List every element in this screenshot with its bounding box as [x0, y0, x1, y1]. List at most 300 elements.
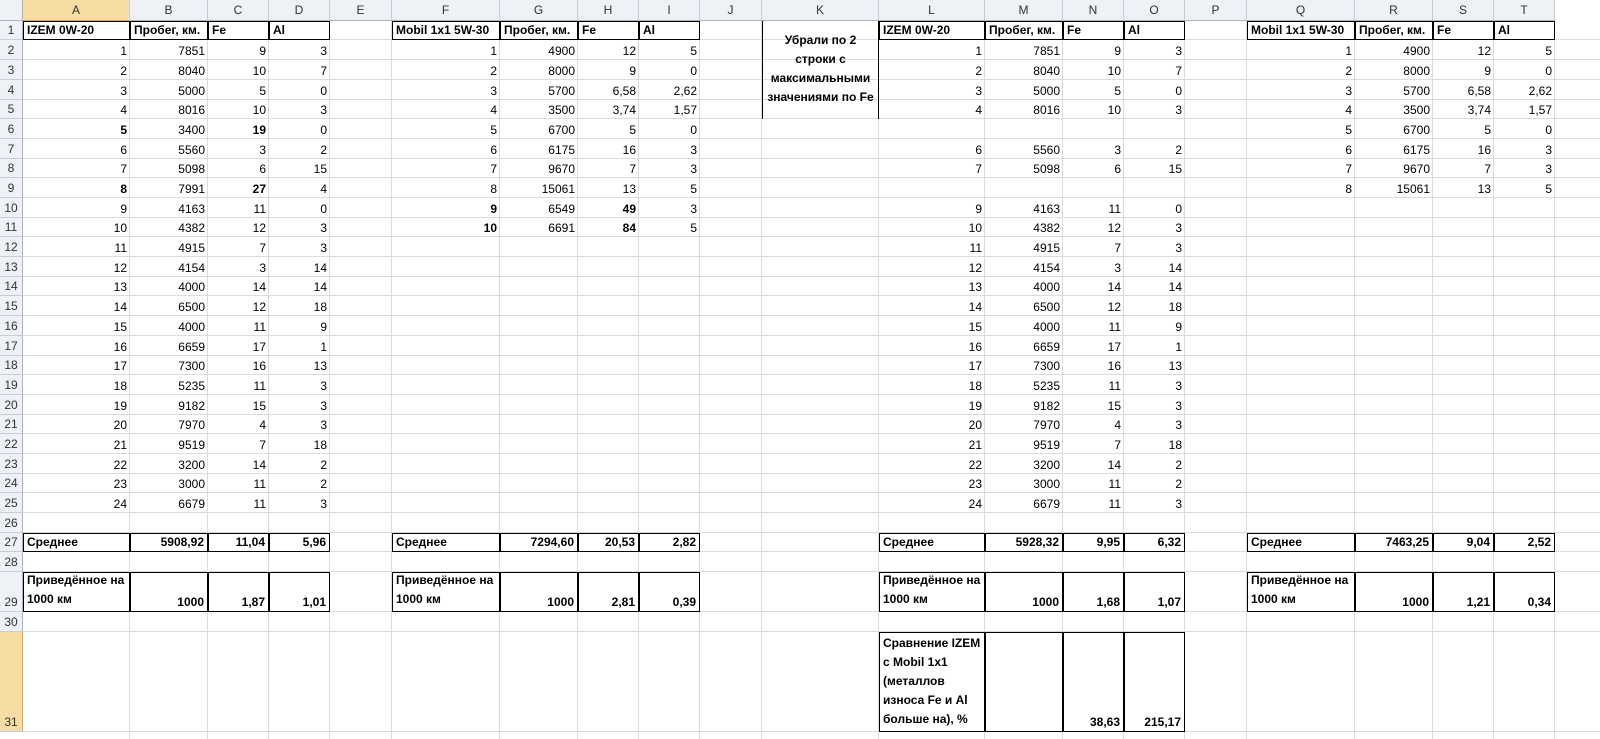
cell-o22[interactable]: 18: [1168, 438, 1182, 452]
column-header-n[interactable]: N: [1063, 0, 1124, 21]
cell-c20[interactable]: 15: [252, 399, 266, 413]
cell-r27[interactable]: 7463,25: [1355, 533, 1433, 552]
row-header-23[interactable]: 23: [0, 454, 23, 474]
cell-c25[interactable]: 11: [253, 497, 266, 511]
cell-b29[interactable]: 1000: [130, 572, 208, 612]
cell-s8[interactable]: 7: [1484, 162, 1491, 176]
column-header-s[interactable]: S: [1433, 0, 1494, 21]
cell-q1[interactable]: Mobil 1x1 5W-30: [1247, 21, 1355, 40]
cell-m16[interactable]: 4000: [1033, 320, 1060, 334]
cell-n5[interactable]: 10: [1107, 103, 1121, 117]
cell-f4[interactable]: 3: [490, 84, 497, 98]
cell-c27[interactable]: 11,04: [208, 533, 269, 552]
cell-q5[interactable]: 4: [1345, 103, 1352, 117]
cell-n7[interactable]: 3: [1114, 143, 1121, 157]
row-header-20[interactable]: 20: [0, 395, 23, 415]
cell-o29[interactable]: 1,07: [1124, 572, 1185, 612]
cell-b21[interactable]: 7970: [178, 418, 205, 432]
cell-b23[interactable]: 3200: [178, 458, 205, 472]
cell-h7[interactable]: 16: [622, 143, 636, 157]
cell-m10[interactable]: 4163: [1033, 202, 1060, 216]
cell-g2[interactable]: 4900: [548, 44, 575, 58]
cell-m19[interactable]: 5235: [1033, 379, 1060, 393]
cell-a11[interactable]: 10: [113, 221, 127, 235]
cell-c1[interactable]: Fe: [208, 21, 269, 40]
cell-d16[interactable]: 9: [320, 320, 327, 334]
cell-n12[interactable]: 7: [1114, 241, 1121, 255]
row-header-12[interactable]: 12: [0, 237, 23, 257]
cell-d3[interactable]: 7: [320, 64, 327, 78]
cell-c17[interactable]: 17: [252, 340, 266, 354]
cell-d24[interactable]: 2: [320, 477, 327, 491]
cell-a22[interactable]: 21: [113, 438, 127, 452]
cell-g4[interactable]: 5700: [548, 84, 575, 98]
cell-o16[interactable]: 9: [1175, 320, 1182, 334]
cell-c18[interactable]: 16: [252, 359, 266, 373]
cell-c9[interactable]: 27: [252, 182, 266, 196]
row-header-22[interactable]: 22: [0, 434, 23, 454]
cell-n10[interactable]: 11: [1108, 202, 1121, 216]
row-header-31[interactable]: 31: [0, 632, 23, 732]
row-header-6[interactable]: 6: [0, 119, 23, 139]
cell-l10[interactable]: 9: [975, 202, 982, 216]
cell-o1[interactable]: Al: [1124, 21, 1185, 40]
cell-l21[interactable]: 20: [968, 418, 982, 432]
column-header-c[interactable]: C: [208, 0, 269, 21]
row-header-19[interactable]: 19: [0, 375, 23, 395]
row-header-5[interactable]: 5: [0, 100, 23, 119]
column-header-o[interactable]: O: [1124, 0, 1185, 21]
cell-l4[interactable]: 3: [975, 84, 982, 98]
cell-c7[interactable]: 3: [259, 143, 266, 157]
cell-s6[interactable]: 5: [1484, 123, 1491, 137]
cell-h3[interactable]: 9: [629, 64, 636, 78]
cell-o19[interactable]: 3: [1175, 379, 1182, 393]
cell-o2[interactable]: 3: [1175, 44, 1182, 58]
cell-g11[interactable]: 6691: [548, 221, 575, 235]
row-header-21[interactable]: 21: [0, 415, 23, 434]
cell-l3[interactable]: 2: [975, 64, 982, 78]
cell-m2[interactable]: 7851: [1033, 44, 1060, 58]
cell-t29[interactable]: 0,34: [1494, 572, 1555, 612]
column-header-d[interactable]: D: [269, 0, 330, 21]
cell-b5[interactable]: 8016: [178, 103, 205, 117]
cell-l19[interactable]: 18: [968, 379, 982, 393]
cell-a19[interactable]: 18: [113, 379, 127, 393]
cell-a10[interactable]: 9: [120, 202, 127, 216]
cell-n14[interactable]: 14: [1107, 280, 1121, 294]
cell-o3[interactable]: 7: [1175, 64, 1182, 78]
cell-t2[interactable]: 5: [1545, 44, 1552, 58]
cell-c13[interactable]: 3: [259, 261, 266, 275]
cell-d2[interactable]: 3: [320, 44, 327, 58]
cell-s4[interactable]: 6,58: [1467, 84, 1491, 98]
cell-a4[interactable]: 3: [120, 84, 127, 98]
row-header-10[interactable]: 10: [0, 198, 23, 218]
cell-l2[interactable]: 1: [975, 44, 982, 58]
cell-f29[interactable]: Приведённое на 1000 км: [392, 572, 500, 612]
cell-q6[interactable]: 5: [1345, 123, 1352, 137]
cell-b4[interactable]: 5000: [178, 84, 205, 98]
cell-b1[interactable]: Пробег, км.: [130, 21, 208, 40]
cell-d4[interactable]: 0: [320, 84, 327, 98]
cell-r5[interactable]: 3500: [1403, 103, 1430, 117]
cell-c23[interactable]: 14: [252, 458, 266, 472]
row-header-29[interactable]: 29: [0, 572, 23, 612]
cell-l11[interactable]: 10: [968, 221, 982, 235]
cell-m14[interactable]: 4000: [1033, 280, 1060, 294]
cell-g7[interactable]: 6175: [548, 143, 575, 157]
cell-m4[interactable]: 5000: [1033, 84, 1060, 98]
cell-a23[interactable]: 22: [113, 458, 127, 472]
cell-f9[interactable]: 8: [490, 182, 497, 196]
cell-o25[interactable]: 3: [1175, 497, 1182, 511]
column-header-m[interactable]: M: [985, 0, 1063, 21]
cell-c2[interactable]: 9: [259, 44, 266, 58]
cell-m11[interactable]: 4382: [1033, 221, 1060, 235]
cell-n31[interactable]: 38,63: [1063, 632, 1124, 732]
cell-o15[interactable]: 18: [1168, 300, 1182, 314]
cell-d21[interactable]: 3: [320, 418, 327, 432]
cell-l12[interactable]: 11: [969, 241, 982, 255]
cell-l24[interactable]: 23: [968, 477, 982, 491]
cell-d7[interactable]: 2: [320, 143, 327, 157]
cell-a29[interactable]: Приведённое на 1000 км: [23, 572, 130, 612]
column-header-f[interactable]: F: [392, 0, 500, 21]
cell-f6[interactable]: 5: [490, 123, 497, 137]
cell-o11[interactable]: 3: [1175, 221, 1182, 235]
cell-m15[interactable]: 6500: [1033, 300, 1060, 314]
cell-h10[interactable]: 49: [622, 202, 636, 216]
cell-n20[interactable]: 15: [1107, 399, 1121, 413]
cell-i11[interactable]: 5: [690, 221, 697, 235]
cell-m21[interactable]: 7970: [1033, 418, 1060, 432]
cell-h4[interactable]: 6,58: [612, 84, 636, 98]
cell-c5[interactable]: 10: [252, 103, 266, 117]
cell-o23[interactable]: 2: [1175, 458, 1182, 472]
cell-t27[interactable]: 2,52: [1494, 533, 1555, 552]
cell-m3[interactable]: 8040: [1033, 64, 1060, 78]
cell-r4[interactable]: 5700: [1403, 84, 1430, 98]
column-header-t[interactable]: T: [1494, 0, 1555, 21]
cell-d17[interactable]: 1: [320, 340, 327, 354]
row-header-1[interactable]: 1: [0, 21, 23, 40]
cell-n21[interactable]: 4: [1114, 418, 1121, 432]
cell-q7[interactable]: 6: [1345, 143, 1352, 157]
row-header-9[interactable]: 9: [0, 178, 23, 198]
row-header-15[interactable]: 15: [0, 296, 23, 316]
cell-s27[interactable]: 9,04: [1433, 533, 1494, 552]
cell-a1[interactable]: IZEM 0W-20: [23, 21, 130, 40]
cell-m17[interactable]: 6659: [1033, 340, 1060, 354]
cell-o12[interactable]: 3: [1175, 241, 1182, 255]
cell-o13[interactable]: 14: [1168, 261, 1182, 275]
cell-r8[interactable]: 9670: [1403, 162, 1430, 176]
cell-l31[interactable]: Сравнение IZEM с Mobil 1x1 (металлов износа Fe и Al больше на), %: [879, 632, 985, 732]
cell-m1[interactable]: Пробег, км.: [985, 21, 1063, 40]
cell-c8[interactable]: 6: [259, 162, 266, 176]
cell-o14[interactable]: 14: [1168, 280, 1182, 294]
cell-c22[interactable]: 7: [259, 438, 266, 452]
row-header-3[interactable]: 3: [0, 60, 23, 80]
cell-n2[interactable]: 9: [1114, 44, 1121, 58]
cell-n13[interactable]: 3: [1114, 261, 1121, 275]
cell-l20[interactable]: 19: [968, 399, 982, 413]
cell-h29[interactable]: 2,81: [578, 572, 639, 612]
cell-l15[interactable]: 14: [968, 300, 982, 314]
cell-d20[interactable]: 3: [320, 399, 327, 413]
cell-c4[interactable]: 5: [259, 84, 266, 98]
cell-o8[interactable]: 15: [1168, 162, 1182, 176]
cell-m18[interactable]: 7300: [1033, 359, 1060, 373]
row-header-2[interactable]: 2: [0, 40, 23, 60]
cell-b15[interactable]: 6500: [178, 300, 205, 314]
cell-b7[interactable]: 5560: [178, 143, 205, 157]
cell-n15[interactable]: 12: [1107, 300, 1121, 314]
cell-a8[interactable]: 7: [120, 162, 127, 176]
cell-d14[interactable]: 14: [313, 280, 327, 294]
cell-g3[interactable]: 8000: [548, 64, 575, 78]
cell-l27[interactable]: Среднее: [879, 533, 985, 552]
cell-n16[interactable]: 11: [1108, 320, 1121, 334]
cell-t5[interactable]: 1,57: [1528, 103, 1552, 117]
column-header-i[interactable]: I: [639, 0, 700, 21]
cell-c6[interactable]: 19: [252, 123, 266, 137]
cell-b9[interactable]: 7991: [178, 182, 205, 196]
cell-b24[interactable]: 3000: [178, 477, 205, 491]
cell-b2[interactable]: 7851: [178, 44, 205, 58]
cell-l7[interactable]: 6: [975, 143, 982, 157]
column-header-k[interactable]: K: [762, 0, 879, 21]
cell-f7[interactable]: 6: [490, 143, 497, 157]
cell-m24[interactable]: 3000: [1033, 477, 1060, 491]
cell-m25[interactable]: 6679: [1033, 497, 1060, 511]
cell-c12[interactable]: 7: [259, 241, 266, 255]
cell-m22[interactable]: 9519: [1033, 438, 1060, 452]
cell-f11[interactable]: 10: [483, 221, 497, 235]
cell-n11[interactable]: 12: [1107, 221, 1121, 235]
cell-m7[interactable]: 5560: [1033, 143, 1060, 157]
cell-n18[interactable]: 16: [1107, 359, 1121, 373]
cell-a18[interactable]: 17: [113, 359, 127, 373]
cell-a17[interactable]: 16: [113, 340, 127, 354]
cell-f1[interactable]: Mobil 1x1 5W-30: [392, 21, 500, 40]
cell-d15[interactable]: 18: [313, 300, 327, 314]
cell-d1[interactable]: Al: [269, 21, 330, 40]
cell-c3[interactable]: 10: [252, 64, 266, 78]
cell-b18[interactable]: 7300: [178, 359, 205, 373]
cell-i5[interactable]: 1,57: [673, 103, 697, 117]
cell-t7[interactable]: 3: [1545, 143, 1552, 157]
cell-b16[interactable]: 4000: [178, 320, 205, 334]
cell-l1[interactable]: IZEM 0W-20: [879, 21, 985, 40]
cell-o21[interactable]: 3: [1175, 418, 1182, 432]
cell-a7[interactable]: 6: [120, 143, 127, 157]
cell-a24[interactable]: 23: [113, 477, 127, 491]
cell-a5[interactable]: 4: [120, 103, 127, 117]
cell-s7[interactable]: 16: [1477, 143, 1491, 157]
row-header-8[interactable]: 8: [0, 159, 23, 178]
cell-c11[interactable]: 12: [252, 221, 266, 235]
cell-l18[interactable]: 17: [968, 359, 982, 373]
cell-q4[interactable]: 3: [1345, 84, 1352, 98]
cell-q9[interactable]: 8: [1345, 182, 1352, 196]
cell-n27[interactable]: 9,95: [1063, 533, 1124, 552]
cell-c14[interactable]: 14: [252, 280, 266, 294]
row-header-24[interactable]: 24: [0, 474, 23, 493]
cell-t1[interactable]: Al: [1494, 21, 1555, 40]
cell-a12[interactable]: 11: [114, 241, 127, 255]
cell-g9[interactable]: 15061: [541, 182, 575, 196]
cell-q27[interactable]: Среднее: [1247, 533, 1355, 552]
cell-h8[interactable]: 7: [629, 162, 636, 176]
cell-b8[interactable]: 5098: [178, 162, 205, 176]
column-header-g[interactable]: G: [500, 0, 578, 21]
cell-a9[interactable]: 8: [120, 182, 127, 196]
cell-o7[interactable]: 2: [1175, 143, 1182, 157]
cell-g10[interactable]: 6549: [548, 202, 575, 216]
cell-q3[interactable]: 2: [1345, 64, 1352, 78]
cell-o27[interactable]: 6,32: [1124, 533, 1185, 552]
cell-a25[interactable]: 24: [113, 497, 127, 511]
row-header-18[interactable]: 18: [0, 356, 23, 375]
cell-n22[interactable]: 7: [1114, 438, 1121, 452]
cell-d18[interactable]: 13: [313, 359, 327, 373]
cell-h11[interactable]: 84: [622, 221, 636, 235]
cell-b27[interactable]: 5908,92: [130, 533, 208, 552]
cell-q8[interactable]: 7: [1345, 162, 1352, 176]
row-header-4[interactable]: 4: [0, 80, 23, 100]
cell-i7[interactable]: 3: [690, 143, 697, 157]
cell-r1[interactable]: Пробег, км.: [1355, 21, 1433, 40]
cell-n17[interactable]: 17: [1107, 340, 1121, 354]
cell-d27[interactable]: 5,96: [269, 533, 330, 552]
cell-m20[interactable]: 9182: [1033, 399, 1060, 413]
cell-f2[interactable]: 1: [490, 44, 497, 58]
cell-m13[interactable]: 4154: [1033, 261, 1060, 275]
cell-l14[interactable]: 13: [968, 280, 982, 294]
cell-d13[interactable]: 14: [313, 261, 327, 275]
cell-f5[interactable]: 4: [490, 103, 497, 117]
row-header-16[interactable]: 16: [0, 316, 23, 336]
select-all-corner[interactable]: [0, 0, 23, 21]
cell-i4[interactable]: 2,62: [673, 84, 697, 98]
cell-r3[interactable]: 8000: [1403, 64, 1430, 78]
cell-b25[interactable]: 6679: [178, 497, 205, 511]
cell-b6[interactable]: 3400: [178, 123, 205, 137]
cell-a2[interactable]: 1: [120, 44, 127, 58]
cell-o10[interactable]: 0: [1175, 202, 1182, 216]
cell-a27[interactable]: Среднее: [23, 533, 130, 552]
cell-t4[interactable]: 2,62: [1528, 84, 1552, 98]
cell-s29[interactable]: 1,21: [1433, 572, 1494, 612]
cell-a16[interactable]: 15: [113, 320, 127, 334]
cell-d11[interactable]: 3: [320, 221, 327, 235]
cell-b20[interactable]: 9182: [178, 399, 205, 413]
cell-o31[interactable]: 215,17: [1124, 632, 1185, 732]
cell-b3[interactable]: 8040: [178, 64, 205, 78]
row-header-27[interactable]: 27: [0, 533, 23, 552]
cell-c10[interactable]: 11: [253, 202, 266, 216]
cell-m12[interactable]: 4915: [1033, 241, 1060, 255]
column-header-b[interactable]: B: [130, 0, 208, 21]
cell-c29[interactable]: 1,87: [208, 572, 269, 612]
cell-n25[interactable]: 11: [1108, 497, 1121, 511]
cell-r6[interactable]: 6700: [1403, 123, 1430, 137]
cell-h5[interactable]: 3,74: [612, 103, 636, 117]
column-header-e[interactable]: E: [330, 0, 392, 21]
cell-f3[interactable]: 2: [490, 64, 497, 78]
cell-d19[interactable]: 3: [320, 379, 327, 393]
cell-s2[interactable]: 12: [1477, 44, 1491, 58]
cell-a21[interactable]: 20: [113, 418, 127, 432]
cell-l13[interactable]: 12: [968, 261, 982, 275]
cell-c19[interactable]: 11: [253, 379, 266, 393]
cell-n3[interactable]: 10: [1107, 64, 1121, 78]
column-header-j[interactable]: J: [700, 0, 762, 21]
cell-n29[interactable]: 1,68: [1063, 572, 1124, 612]
cell-t3[interactable]: 0: [1545, 64, 1552, 78]
row-header-25[interactable]: 25: [0, 493, 23, 513]
cell-g27[interactable]: 7294,60: [500, 533, 578, 552]
cell-i2[interactable]: 5: [690, 44, 697, 58]
row-header-11[interactable]: 11: [0, 218, 23, 237]
cell-g1[interactable]: Пробег, км.: [500, 21, 578, 40]
cell-a14[interactable]: 13: [113, 280, 127, 294]
cell-q29[interactable]: Приведённое на 1000 км: [1247, 572, 1355, 612]
cell-r29[interactable]: 1000: [1355, 572, 1433, 612]
cell-b11[interactable]: 4382: [178, 221, 205, 235]
cell-d25[interactable]: 3: [320, 497, 327, 511]
cell-b14[interactable]: 4000: [178, 280, 205, 294]
cell-d8[interactable]: 15: [313, 162, 327, 176]
cell-i27[interactable]: 2,82: [639, 533, 700, 552]
cell-l29[interactable]: Приведённое на 1000 км: [879, 572, 985, 612]
cell-i9[interactable]: 5: [690, 182, 697, 196]
cell-a6[interactable]: 5: [120, 123, 127, 137]
cell-n8[interactable]: 6: [1114, 162, 1121, 176]
column-header-p[interactable]: P: [1185, 0, 1247, 21]
cell-d22[interactable]: 18: [313, 438, 327, 452]
cell-l17[interactable]: 16: [968, 340, 982, 354]
cell-b22[interactable]: 9519: [178, 438, 205, 452]
row-header-28[interactable]: 28: [0, 552, 23, 572]
cell-f27[interactable]: Среднее: [392, 533, 500, 552]
cell-l5[interactable]: 4: [975, 103, 982, 117]
cell-c24[interactable]: 11: [253, 477, 266, 491]
column-header-l[interactable]: L: [879, 0, 985, 21]
cell-m29[interactable]: 1000: [985, 572, 1063, 612]
cell-a3[interactable]: 2: [120, 64, 127, 78]
cell-s1[interactable]: Fe: [1433, 21, 1494, 40]
cell-d5[interactable]: 3: [320, 103, 327, 117]
cell-c15[interactable]: 12: [252, 300, 266, 314]
cell-a20[interactable]: 19: [113, 399, 127, 413]
cell-d10[interactable]: 0: [320, 202, 327, 216]
row-header-7[interactable]: 7: [0, 139, 23, 159]
cell-n23[interactable]: 14: [1107, 458, 1121, 472]
cell-a15[interactable]: 14: [113, 300, 127, 314]
cell-s3[interactable]: 9: [1484, 64, 1491, 78]
cell-l22[interactable]: 21: [968, 438, 982, 452]
cell-m5[interactable]: 8016: [1033, 103, 1060, 117]
cell-i1[interactable]: Al: [639, 21, 700, 40]
cell-o17[interactable]: 1: [1175, 340, 1182, 354]
column-header-q[interactable]: Q: [1247, 0, 1355, 21]
cell-d29[interactable]: 1,01: [269, 572, 330, 612]
column-header-a[interactable]: A: [23, 0, 130, 21]
cell-s9[interactable]: 13: [1477, 182, 1491, 196]
